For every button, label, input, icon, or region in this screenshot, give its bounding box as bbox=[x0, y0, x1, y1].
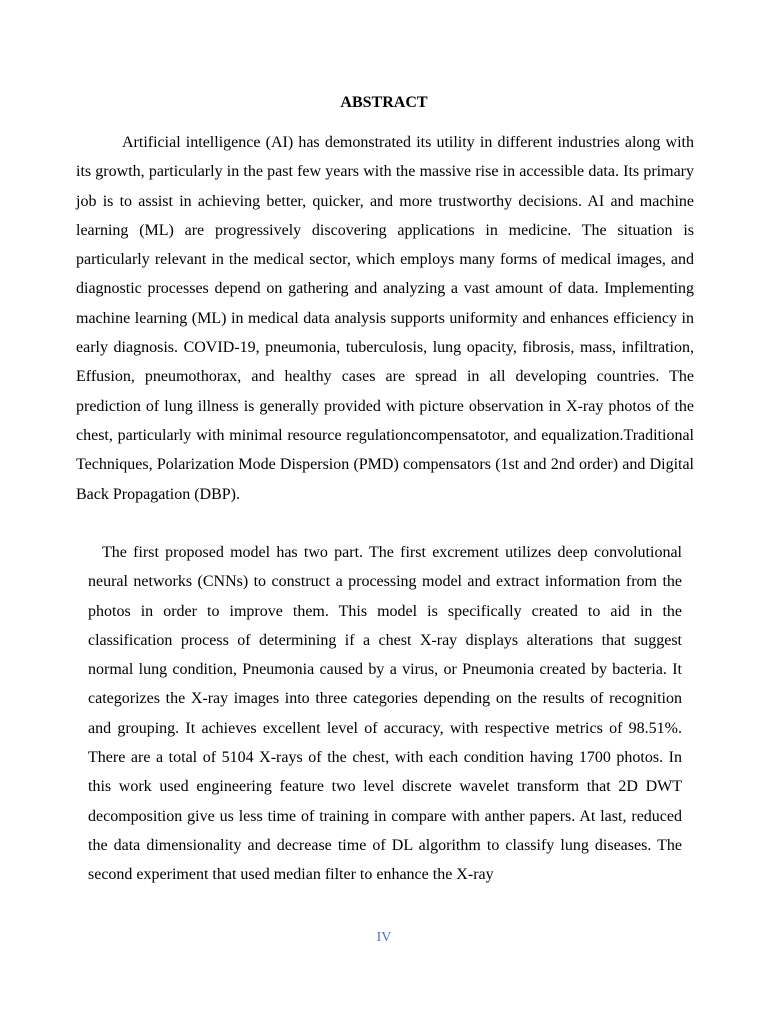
page-number: IV bbox=[376, 930, 392, 945]
abstract-paragraph-1: Artificial intelligence (AI) has demonstrated its utility in different industries along with its growth, particularly in the past few years with the massive rise in accessible data. Its primary job is to assist in achieving better, quicker, and more trustworthy decisions. AI and machine learning (ML) are progressively discovering applications in medicine. The situation is particularly relevant in the medical sector, which employs many forms of medical images, and diagnostic processes depend on gathering and analyzing a vast amount of data. Implementing machine learning (ML) in medical data analysis supports uniformity and enhances efficiency in early diagnosis. COVID-19, pneumonia, tuberculosis, lung opacity, fibrosis, mass, infiltration, Effusion, pneumothorax, and healthy cases are spread in all developing countries. The prediction of lung illness is generally provided with picture observation in X-ray photos of the chest, particularly with minimal resource regulationcompensatotor, and equalization.Traditional Techniques, Polarization Mode Dispersion (PMD) compensators (1st and 2nd order) and Digital Back Propagation (DBP). bbox=[76, 134, 694, 503]
abstract-heading: ABSTRACT bbox=[340, 94, 428, 111]
abstract-paragraph-2: The first proposed model has two part. The first excrement utilizes deep convolutional neural networks (CNNs) to construct a processing model and extract information from the photos in order to improve them. This model is specifically created to aid in the classification process of determining if a chest X-ray displays alterations that suggest normal lung condition, Pneumonia caused by a virus, or Pneumonia created by bacteria. It categorizes the X-ray images into three categories depending on the results of recognition and grouping. It achieves excellent level of accuracy, with respective metrics of 98.51%. There are a total of 5104 X-rays of the chest, with each condition having 1700 photos. In this work used engineering feature two level discrete wavelet transform that 2D DWT decomposition give us less time of training in compare with anther papers. At last, reduced the data dimensionality and decrease time of DL algorithm to classify lung diseases. The second experiment that used median filter to enhance the X-ray bbox=[88, 544, 682, 884]
